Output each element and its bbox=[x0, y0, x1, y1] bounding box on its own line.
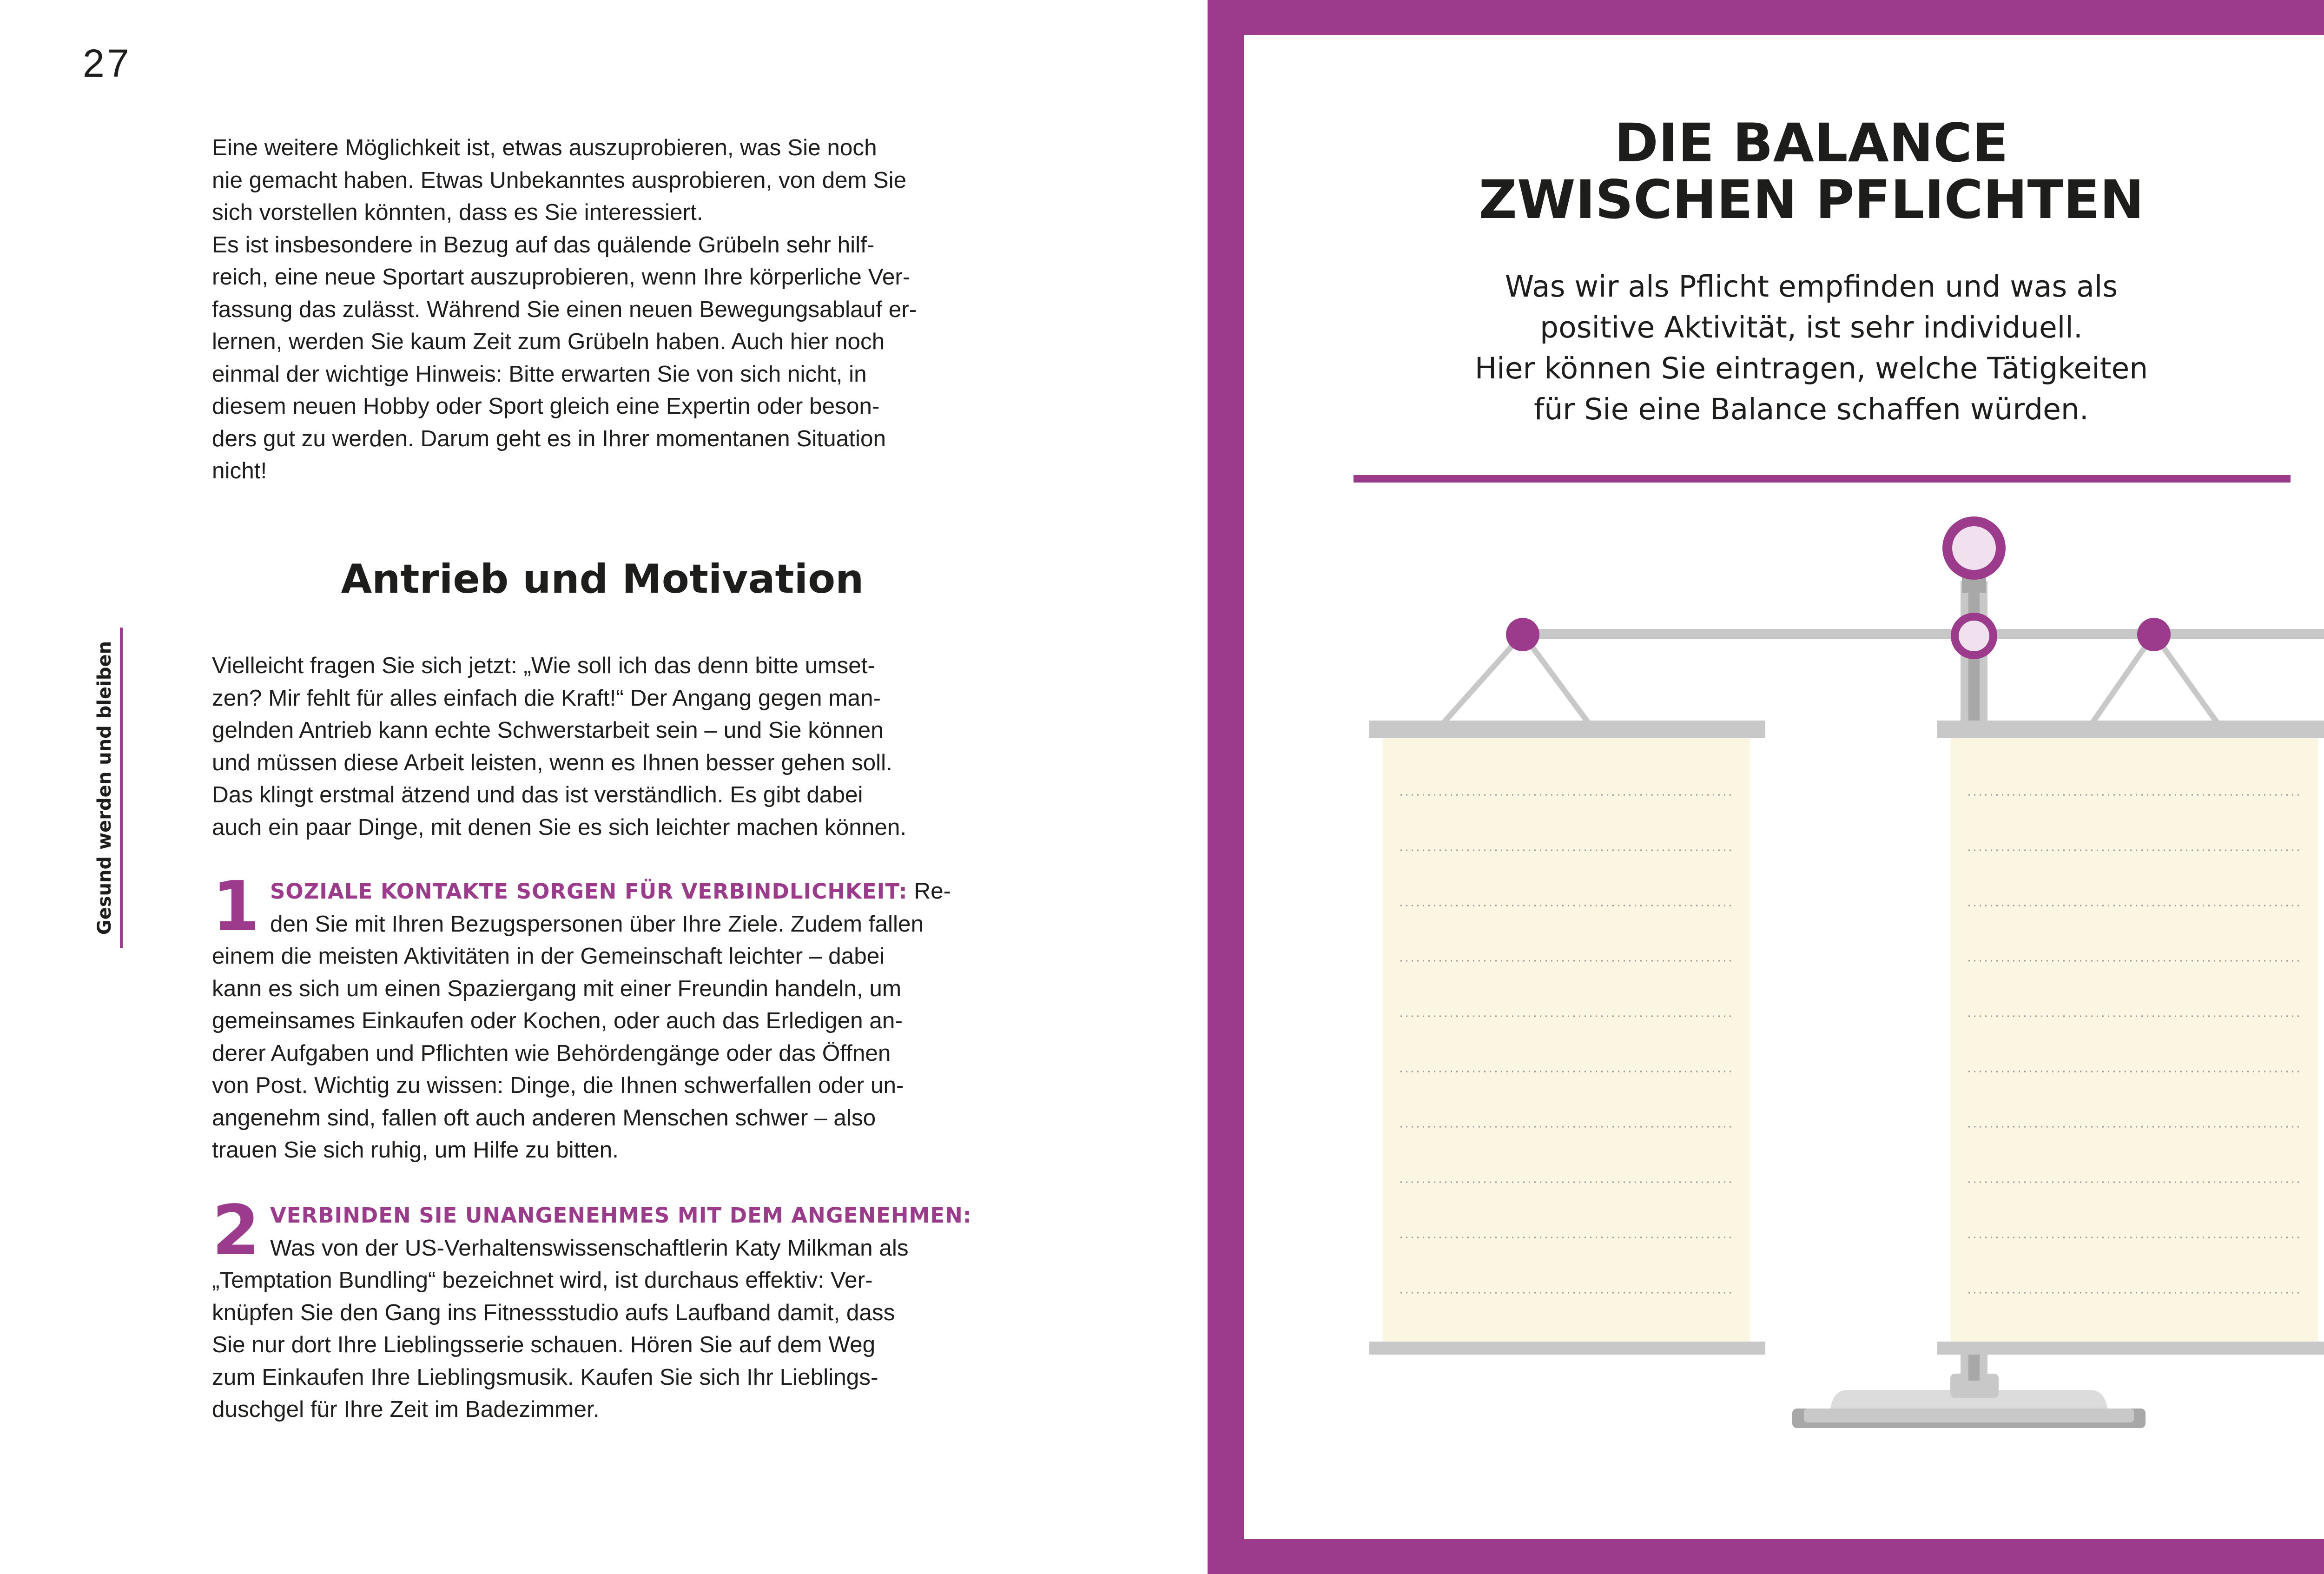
intro-paragraph bbox=[212, 132, 993, 487]
text-line: gelnden Antrieb kann echte Schwerstarbeit sein – und Sie können bbox=[212, 717, 884, 743]
text-line: einmal der wichtige Hinweis: Bitte erwarten Sie von sich nicht, in bbox=[212, 361, 867, 387]
text-line: Was von der US-Verhaltenswissenschaftlerin Katy Milkman als bbox=[270, 1235, 909, 1261]
tip-lead: VERBINDEN SIE UNANGENEHMES MIT DEM ANGENEHMEN: bbox=[270, 1203, 972, 1228]
text-line: Vielleicht fragen Sie sich jetzt: „Wie soll ich das denn bitte umset- bbox=[212, 653, 875, 678]
scale-base-top bbox=[1804, 1409, 2134, 1422]
text-line: fassung das zulässt. Während Sie einen neuen Bewegungsablauf er- bbox=[212, 296, 917, 322]
text-line: zum Einkaufen Ihre Lieblingsmusik. Kaufen Sie sich Ihr Lieblings- bbox=[212, 1364, 878, 1390]
tip-1 bbox=[212, 866, 993, 1166]
left-beam-knob bbox=[1506, 618, 1539, 651]
balance-scale-illustration bbox=[1244, 35, 2324, 1539]
scale-beam bbox=[1523, 629, 2324, 639]
right-page bbox=[1208, 0, 2324, 1574]
title-line: DIE BALANCE bbox=[1614, 112, 2008, 174]
left-pan-bottom-bar bbox=[1369, 1342, 1765, 1355]
center-pivot-knob-inner bbox=[1959, 621, 1989, 651]
page-number: 27 bbox=[83, 41, 132, 85]
text-line: Sie nur dort Ihre Lieblingsserie schauen. Hören Sie auf dem Weg bbox=[212, 1332, 876, 1357]
text-line: zen? Mir fehlt für alles einfach die Kraft!“ Der Angang gegen man- bbox=[212, 685, 881, 711]
text-line: von Post. Wichtig zu wissen: Dinge, die Ihnen schwerfallen oder un- bbox=[212, 1072, 904, 1098]
right-pan-paper bbox=[1951, 738, 2318, 1342]
text-line: reich, eine neue Sportart auszuprobieren, wenn Ihre körperliche Ver- bbox=[212, 264, 911, 290]
section-heading: Antrieb und Motivation bbox=[341, 556, 864, 602]
text-line: und müssen diese Arbeit leisten, wenn es Ihnen besser gehen soll. bbox=[212, 749, 892, 775]
tip-2 bbox=[212, 1190, 993, 1426]
tip-first-line bbox=[212, 875, 993, 908]
text-line: trauen Sie sich ruhig, um Hilfe zu bitten. bbox=[212, 1137, 619, 1163]
text-line: gemeinsames Einkaufen oder Kochen, oder auch das Erledigen an- bbox=[212, 1008, 903, 1033]
text-line: diesem neuen Hobby oder Sport gleich eine Expertin oder beson- bbox=[212, 393, 880, 419]
tip-lead: SOZIALE KONTAKTE SORGEN FÜR VERBINDLICHKEIT: bbox=[270, 879, 908, 904]
text-line: ders gut zu werden. Darum geht es in Ihrer momentanen Situation bbox=[212, 425, 886, 451]
right-pan-top-bar bbox=[1937, 721, 2324, 738]
text-line: derer Aufgaben und Pflichten wie Behördengänge oder das Öffnen bbox=[212, 1040, 891, 1066]
text-line: lernen, werden Sie kaum Zeit zum Grübeln haben. Auch hier noch bbox=[212, 329, 885, 354]
tip-first-line bbox=[212, 1199, 993, 1232]
text-line: knüpfen Sie den Gang ins Fitnessstudio aufs Laufband damit, dass bbox=[212, 1299, 895, 1325]
running-section-label bbox=[91, 630, 118, 946]
text-line: den Sie mit Ihren Bezugspersonen über Ihre Ziele. Zudem fallen bbox=[270, 911, 924, 937]
text-line: kann es sich um einen Spaziergang mit einer Freundin handeln, um bbox=[212, 975, 902, 1001]
title-line: ZWISCHEN PFLICHTEN bbox=[1479, 169, 2144, 231]
text-line: einem die meisten Aktivitäten in der Gemeinschaft leichter – dabei bbox=[212, 943, 885, 969]
text-line: duschgel für Ihre Zeit im Badezimmer. bbox=[212, 1396, 600, 1422]
tip-number: 2 bbox=[212, 1190, 260, 1270]
intro-line: für Sie eine Balance schaffen würden. bbox=[1534, 392, 2089, 426]
motivation-paragraph bbox=[212, 649, 993, 843]
text-line: Das klingt erstmal ätzend und das ist verständlich. Es gibt dabei bbox=[212, 782, 863, 807]
worksheet-panel bbox=[1244, 35, 2324, 1539]
running-section-rule bbox=[120, 628, 123, 948]
tip-lead-rest: Re- bbox=[907, 878, 951, 904]
scale-top-knob-inner bbox=[1952, 526, 1996, 570]
intro-line: Hier können Sie eintragen, welche Tätigkeiten bbox=[1474, 351, 2148, 385]
tip-number: 1 bbox=[212, 866, 260, 946]
text-line: angenehm sind, fallen oft auch anderen Menschen schwer – also bbox=[212, 1104, 876, 1131]
running-section-label-text: Gesund werden und bleiben bbox=[94, 641, 115, 935]
text-line: „Temptation Bundling“ bezeichnet wird, ist durchaus effektiv: Ver- bbox=[212, 1267, 873, 1293]
text-line: auch ein paar Dinge, mit denen Sie es sich leichter machen können. bbox=[212, 814, 907, 840]
intro-line: Was wir als Pflicht empfinden und was als bbox=[1505, 270, 2118, 304]
right-beam-knob bbox=[2137, 618, 2171, 651]
text-line: Es ist insbesondere in Bezug auf das quälende Grübeln sehr hilf- bbox=[212, 231, 875, 258]
left-pan-paper bbox=[1383, 738, 1750, 1342]
text-line: nie gemacht haben. Etwas Unbekanntes ausprobieren, von dem Sie bbox=[212, 167, 907, 193]
left-pan-top-bar bbox=[1369, 721, 1765, 738]
intro-line: positive Aktivität, ist sehr individuell. bbox=[1540, 311, 2083, 344]
text-line: sich vorstellen könnten, dass es Sie interessiert. bbox=[212, 199, 703, 225]
text-line: Eine weitere Möglichkeit ist, etwas auszuprobieren, was Sie noch bbox=[212, 135, 877, 160]
right-pan-bottom-bar bbox=[1937, 1342, 2324, 1355]
text-line: nicht! bbox=[212, 458, 267, 483]
